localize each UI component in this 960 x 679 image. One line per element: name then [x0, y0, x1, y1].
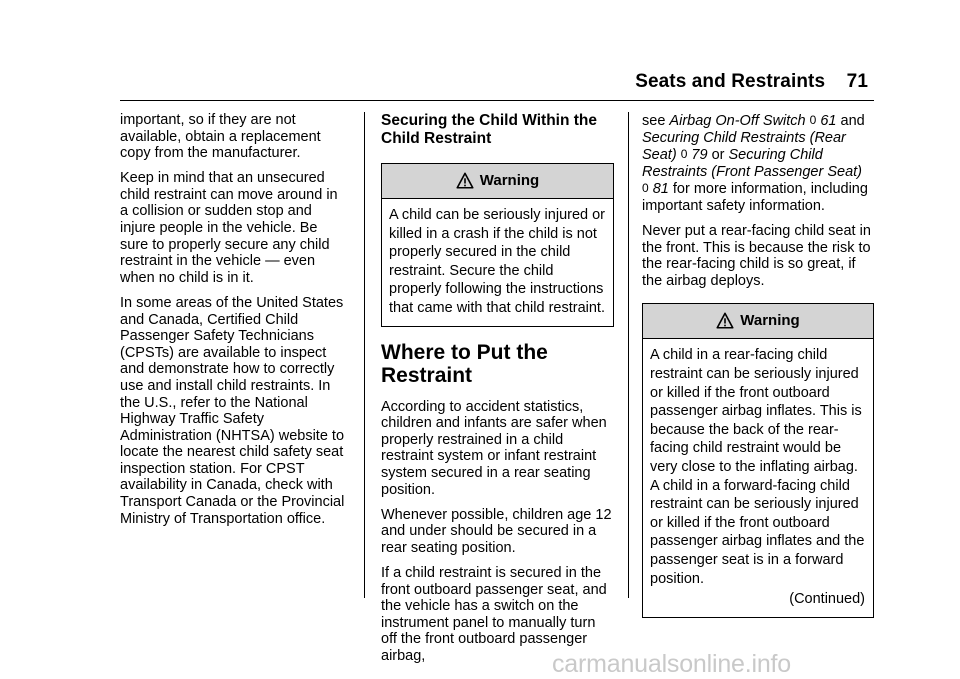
page-title: Seats and Restraints 71: [635, 71, 868, 92]
column-divider: [364, 112, 365, 598]
paragraph: According to accident statistics, children and infants are safer when properly restrained in a child restraint system or infant restraint system secured in a rear seating position.: [381, 398, 607, 498]
paragraph: Never put a rear-facing child seat in the front. This is because the risk to the rear-facing child is so great, if the airbag deploys.: [642, 223, 871, 289]
warning-header: [382, 164, 613, 199]
warning-header: [643, 304, 873, 339]
watermark: carmanualsonline.info: [552, 650, 792, 678]
page-ref-icon: 0: [642, 181, 649, 196]
warning-box: [642, 303, 874, 617]
cross-reference-link[interactable]: Securing Child Restraints (Rear Seat): [642, 129, 846, 164]
continued-label: (Continued): [789, 591, 865, 608]
paragraph: If a child restraint is secured in the front outboard passenger seat, and the vehicle has a switch on the instrument panel to manually turn off the front outboard passenger airbag,: [381, 564, 607, 664]
page-ref-icon: 0: [680, 147, 688, 162]
paragraph: Whenever possible, children age 12 and under should be secured in a rear seating position.: [381, 506, 612, 556]
warning-icon: [456, 172, 474, 190]
warning-icon: [716, 312, 734, 330]
warning-text: A child can be seriously injured or killed in a crash if the child is not properly secured in the child restraint. Secure the child properly following the instructions that came with that child restraint.: [389, 207, 606, 316]
section-heading: Where to Put the Restraint: [381, 340, 548, 387]
paragraph: Keep in mind that an unsecured child restraint can move around in a collision or sudden stop and injure people in the vehicle. Be sure to properly secure any child restraint in the vehicle — even when no child is in it.: [120, 170, 338, 286]
column-1: [120, 112, 348, 536]
subsection-heading: Securing the Child Within the Child Restraint: [381, 112, 597, 147]
cross-reference-link[interactable]: Securing Child Restraints (Front Passenger Seat): [642, 147, 863, 180]
warning-label: Warning: [479, 171, 540, 189]
page-number: 79: [691, 147, 708, 164]
page-number: 81: [652, 181, 669, 198]
cross-reference-link[interactable]: Airbag On-Off Switch: [669, 113, 806, 129]
header-rule: [120, 100, 874, 101]
column-2: [381, 112, 614, 673]
page-ref-icon: 0: [809, 113, 817, 127]
column-divider: [628, 112, 629, 598]
warning-label: Warning: [740, 312, 800, 330]
paragraph: In some areas of the United States and Canada, Certified Child Passenger Safety Technicians (CPSTs) are available to inspect and demonstrate how to correctly use and install child restraints. In the U.S., refer to the National Highway Traffic Safety Administration (NHTSA) website to locate the nearest child safety seat inspection station. For CPST availability in Canada, check with Transport Canada or the Provincial Ministry of Transportation office.: [120, 294, 345, 527]
text-run: or: [707, 147, 729, 164]
page-number: 61: [820, 113, 837, 129]
text-run: and: [836, 113, 865, 129]
warning-text-container: [643, 339, 873, 616]
text-run: for more information, including important safety information.: [642, 181, 868, 214]
paragraph-with-references: [642, 112, 874, 215]
column-3: [642, 112, 874, 632]
paragraph: important, so if they are not available, obtain a replacement copy from the manufacturer.: [120, 112, 321, 162]
warning-box: [381, 163, 614, 327]
text-run: see: [642, 113, 670, 129]
warning-text: A child in a rear-facing child restraint can be seriously injured or killed if the front outboard passenger airbag inflates. This is because the back of the rear-facing child restraint would be very close to the inflating airbag. A child in a forward-facing child restraint can be seriously injured or killed if the front outboard passenger airbag inflates and the passenger seat is in a forward position.: [650, 347, 865, 587]
